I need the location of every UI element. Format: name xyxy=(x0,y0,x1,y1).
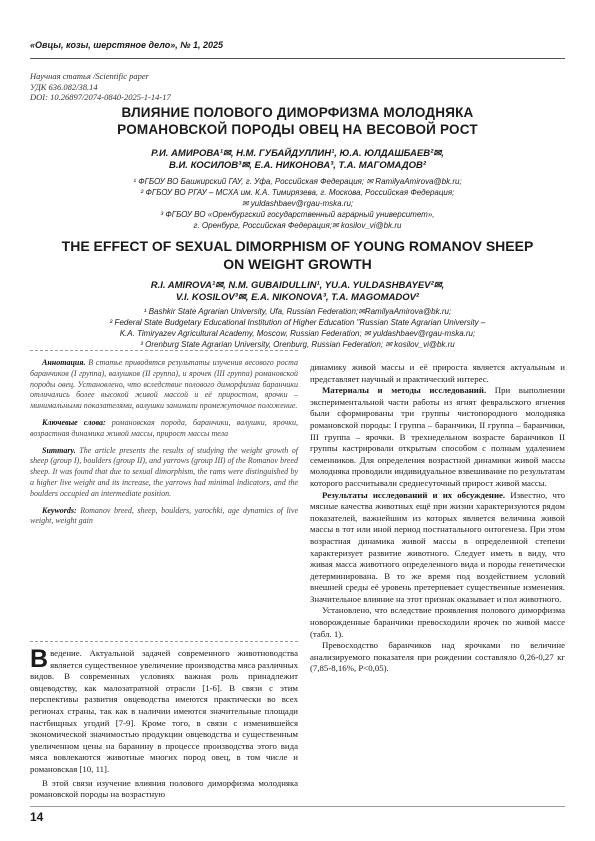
keywords-en-label: Keywords: xyxy=(42,505,77,515)
right-continuation: динамику живой массы и её прироста является актуальным и представляет научный и практический интерес. xyxy=(310,362,565,384)
abstract-divider-top xyxy=(30,350,298,351)
right-column-body xyxy=(310,362,565,675)
ru-affil-5: г. Оренбург, Российская Федерация;✉ kosilov_vi@bk.ru xyxy=(193,221,402,230)
keywords-en-text: Romanov breed, sheep, boulders, yarochki, age dynamics of live weight, weight gain xyxy=(30,505,298,526)
udc-code: УДК 636.082/38.14 xyxy=(30,81,98,92)
abstract-ru-text: В статье приводятся результаты изучения весового роста баранчиков (I группа), валушков (II группа), и ярочек (III группа) романовской породы овец. Установлено, что вследствие полового диморфизма баранчики отличались более высокой живой массой и её приростом, ярочки – минимальными показателями, валушки занимали промежуточное положение. xyxy=(30,358,298,411)
dimorphism-paragraph: Установлено, что вследствие проявления полового диморфизма новорожденные баранчики превосходили ярочек по живой массе (табл. 1). xyxy=(310,605,565,639)
keywords-ru xyxy=(30,418,298,440)
dropcap-letter: В xyxy=(30,645,49,673)
doi: DOI: 10.26897/2074-0840-2025-1-14-17 xyxy=(30,92,171,102)
ru-title-line-2: РОМАНОВСКОЙ ПОРОДЫ ОВЕЦ НА ВЕСОВОЙ РОСТ xyxy=(117,122,478,137)
methods-paragraph xyxy=(310,385,565,489)
abstract-en xyxy=(30,446,298,500)
ru-title-line-1: ВЛИЯНИЕ ПОЛОВОГО ДИМОРФИЗМА МОЛОДНЯКА xyxy=(121,105,474,120)
superiority-paragraph: Превосходство баранчиков над ярочками по величине анализируемого показателя при рождении составляло 0,26-0,27 кг (7,85-8,16%, P<0,05). xyxy=(310,640,565,674)
intro-text: ведение. Актуальной задачей современного животноводства является существенное увеличение производства мяса различных видов. В современных условиях важная роль принадлежит овцеводству, как малозатратной отрасли [1-6]. В связи с этим перспективы развития овцеводства имеются практически во всех регионах страны, так как в наличии имеются значительные площади пастбищных угодий [7-9]. Кроме того, в связи с изменившейся экономической значимостью продукции овцеводства и существенным увеличенном цены на баранину в процессе производства этого вида мяса вовлекаются животные многих пород овец, в том числе и романовская [10, 11]. xyxy=(30,648,298,774)
ru-authors xyxy=(30,148,565,172)
results-label: Результаты исследований и их обсуждение. xyxy=(322,489,506,500)
intro-paragraph-2: В этой связи изучение влияния полового диморфизма молодняка романовской породы на возрастную xyxy=(30,777,298,800)
en-affil-4: ³ Orenburg State Agrarian University, Orenburg, Russian Federation; ✉ kosilov_vi@bk.ru xyxy=(140,340,455,349)
en-affil-3: K.A. Timiryazev Agricultural Academy, Moscow, Russian Federation; ✉ yuldashbaev@rgau-mska.ru; xyxy=(119,329,476,338)
en-affil-1: ¹ Bashkir State Agrarian University, Ufa, Russian Federation;✉RamilyaAmirova@bk.ru; xyxy=(143,307,452,316)
ru-authors-line-2: В.И. КОСИЛОВ³✉, Е.А. НИКОНОВА³, Т.А. МАГОМАДОВ² xyxy=(168,160,427,171)
footer-rule xyxy=(30,806,565,807)
article-type: Научная статья /Scientific paper xyxy=(30,71,149,81)
results-paragraph xyxy=(310,490,565,606)
intro-paragraph xyxy=(30,645,298,776)
abstract-ru-label: Аннотация. xyxy=(42,358,86,367)
keywords-en xyxy=(30,506,298,528)
ru-affil-3: ✉ yuldashbaev@rgau-mska.ru; xyxy=(241,199,354,208)
methods-label: Материалы и методы исследований. xyxy=(322,385,487,396)
en-affiliations xyxy=(30,306,565,350)
header-rule xyxy=(30,58,565,59)
methods-text: При выполнении экспериментальной части работы из ягнят февральского ягнения были сформированы три группы чистопородного молодняка романовской породы: I группа – баранчики, II группа – баранчики, III группа – ярочки. В трехнедельном возрасте баранчиков II группы кастрировали открытым способом с полным удалением семенников. Для определения возрастной динамики живой массы молодняка проводили индивидуальное взвешивание по результатам которого рассчитывали среднесуточный прирост живой массы. xyxy=(310,385,565,488)
en-title-line-2: ON WEIGHT GROWTH xyxy=(223,255,372,272)
article-meta xyxy=(30,71,171,103)
en-title xyxy=(30,238,565,273)
ru-authors-line-1: Р.И. АМИРОВА¹✉, Н.М. ГУБАЙДУЛЛИН¹, Ю.А. ЮЛДАШБАЕВ²✉, xyxy=(151,148,444,159)
abstract-block xyxy=(30,358,298,533)
journal-header: «Овцы, козы, шерстяное дело», № 1, 2025 xyxy=(30,40,224,50)
abstract-divider-bottom xyxy=(30,641,298,642)
en-authors-line-2: V.I. KOSILOV³✉, E.A. NIKONOVA³, T.A. MAGOMADOV² xyxy=(175,292,420,303)
ru-affil-1: ¹ ФГБОУ ВО Башкирский ГАУ, г. Уфа, Российская Федерация; ✉ RamilyaAmirova@bk.ru; xyxy=(133,177,462,186)
en-authors-line-1: R.I. AMIROVA¹✉, N.M. GUBAIDULLIN¹, YU.A. YULDASHBAYEV²✉, xyxy=(150,280,445,291)
keywords-ru-label: Ключевые слова: xyxy=(42,417,106,427)
ru-affil-2: ² ФГБОУ ВО РГАУ – МСХА им. К.А. Тимирязева, г. Москова, Российская Федерация; xyxy=(140,188,455,197)
results-text: Известно, что мясные качества животных ещё при жизни характеризуются рядом показателей, важнейшим из которых является величина живой массы в тот или иной период постнатального онтогенеза. При этом возрастная динамика живой массы в определенной степени характеризует развитие животного. Следует иметь в виду, что живая масса животного определенного вида и породы генетически детерминирована. В то же время под воздействием условий внешней среды её уровень претерпевает существенные изменения. Значительное влияние на этот признак оказывает и пол животного. xyxy=(310,489,565,604)
en-affil-2: ² Federal State Budgetary Educational Institution of Higher Education "Russian State Agrarian University – xyxy=(109,318,486,327)
en-authors xyxy=(30,280,565,304)
abstract-ru xyxy=(30,358,298,412)
page-number: 14 xyxy=(30,810,44,824)
abstract-en-label: Summary. xyxy=(42,445,76,455)
ru-title xyxy=(30,104,565,138)
en-title-line-1: THE EFFECT OF SEXUAL DIMORPHISM OF YOUNG ROMANOV SHEEP xyxy=(61,238,534,254)
ru-affil-4: ³ ФГБОУ ВО «Оренбургский государственный аграрный университет», xyxy=(160,210,435,219)
left-column-body xyxy=(30,645,298,801)
keywords-ru-text: романовская порода, баранчики, валушки, ярочки, возрастная динамика живой массы, прирост массы тела xyxy=(30,417,298,438)
abstract-en-text: The article presents the results of studying the weight growth of sheep (group I), boulders (group II), and yarrows (group III) of the Romanov breed sheep. It was found that due to sexual dimorphism, the rams were distinguished by a higher live weight and its increase, the yarrows had minimal indicators, and the boulders occupied an intermediate position. xyxy=(30,445,298,498)
ru-affiliations xyxy=(30,176,565,231)
